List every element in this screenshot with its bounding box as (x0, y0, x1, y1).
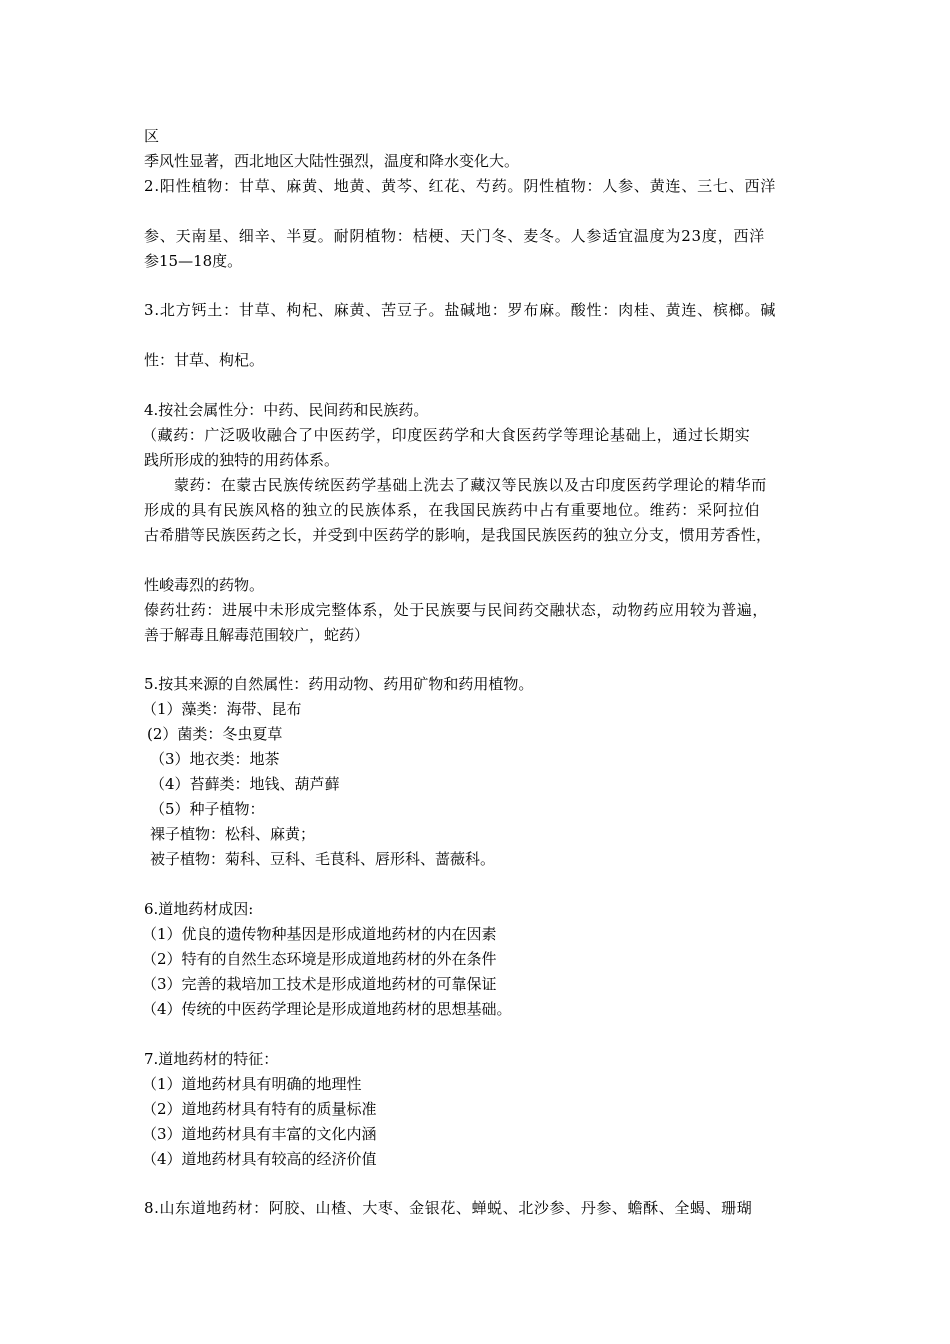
text-line: （藏药：广泛吸收融合了中医药学，印度医药学和大食医药学等理论基础上，通过长期实 (142, 426, 751, 444)
text-line: （3）道地药材具有丰富的文化内涵 (142, 1125, 377, 1143)
text-line: （3）完善的栽培加工技术是形成道地药材的可靠保证 (142, 975, 497, 993)
text-line: 6.道地药材成因: (144, 900, 254, 918)
text-line: （3）地衣类：地茶 (150, 750, 280, 768)
text-line: 性峻毒烈的药物。 (144, 576, 265, 594)
text-line: （2）道地药材具有特有的质量标准 (142, 1100, 377, 1118)
text-line: 季风性显著，西北地区大陆性强烈，温度和降水变化大。 (144, 152, 520, 170)
text-line: 8.山东道地药材：阿胶、山楂、大枣、金银花、蝉蜕、北沙参、丹参、蟾酥、全蝎、珊瑚 (144, 1199, 753, 1217)
text-line: （2）特有的自然生态环境是形成道地药材的外在条件 (142, 950, 497, 968)
text-line: 3.北方钙土：甘草、枸杞、麻黄、苦豆子。盐碱地：罗布麻。酸性：肉桂、黄连、槟榔。碱 (144, 301, 777, 319)
text-line: 参、天南星、细辛、半夏。耐阴植物：桔梗、天门冬、麦冬。人参适宜温度为23度，西洋 (144, 227, 766, 245)
text-line: 参15—18度。 (144, 252, 243, 270)
text-line: 形成的具有民族风格的独立的民族体系，在我国民族药中占有重要地位。维药：采阿拉伯 (144, 501, 761, 519)
text-line: 古希腊等民族医药之长，并受到中医药学的影响，是我国民族医药的独立分支，惯用芳香性， (144, 526, 772, 544)
text-line: （4）苔藓类：地钱、葫芦藓 (150, 775, 340, 793)
text-line: （4）道地药材具有较高的经济价值 (142, 1150, 377, 1168)
text-line: （1）道地药材具有明确的地理性 (142, 1075, 362, 1093)
text-line: 践所形成的独特的用药体系。 (144, 451, 340, 469)
text-line: 5.按其来源的自然属性：药用动物、药用矿物和药用植物。 (144, 675, 534, 693)
text-line: 蒙药：在蒙古民族传统医药学基础上洗去了藏汉等民族以及古印度医药学理论的精华而 (174, 476, 767, 494)
text-line: 傣药壮药：进展中未形成完整体系，处于民族要与民间药交融状态，动物药应用较为普遍， (144, 601, 769, 619)
text-line: 2.阳性植物：甘草、麻黄、地黄、黄芩、红花、芍药。阴性植物：人参、黄连、三七、西洋 (144, 177, 777, 195)
text-line: （5）种子植物： (150, 800, 265, 818)
text-line: 4.按社会属性分：中药、民间药和民族药。 (144, 401, 429, 419)
text-line: 7.道地药材的特征： (144, 1050, 279, 1068)
text-line: 区 (144, 127, 160, 145)
text-line: （4）传统的中医药学理论是形成道地药材的思想基础。 (142, 1000, 512, 1018)
text-line: （1）藻类：海带、昆布 (142, 700, 302, 718)
text-line: 性：甘草、枸杞。 (144, 351, 265, 369)
text-line: （1）优良的遗传物种基因是形成道地药材的内在因素 (142, 925, 497, 943)
text-line: 被子植物：菊科、豆科、毛茛科、唇形科、蔷薇科。 (150, 850, 496, 868)
text-line: 裸子植物：松科、麻黄； (150, 825, 316, 843)
text-line: 善于解毒且解毒范围较广，蛇药） (144, 626, 370, 644)
text-line: (2）菌类：冬虫夏草 (147, 725, 283, 743)
